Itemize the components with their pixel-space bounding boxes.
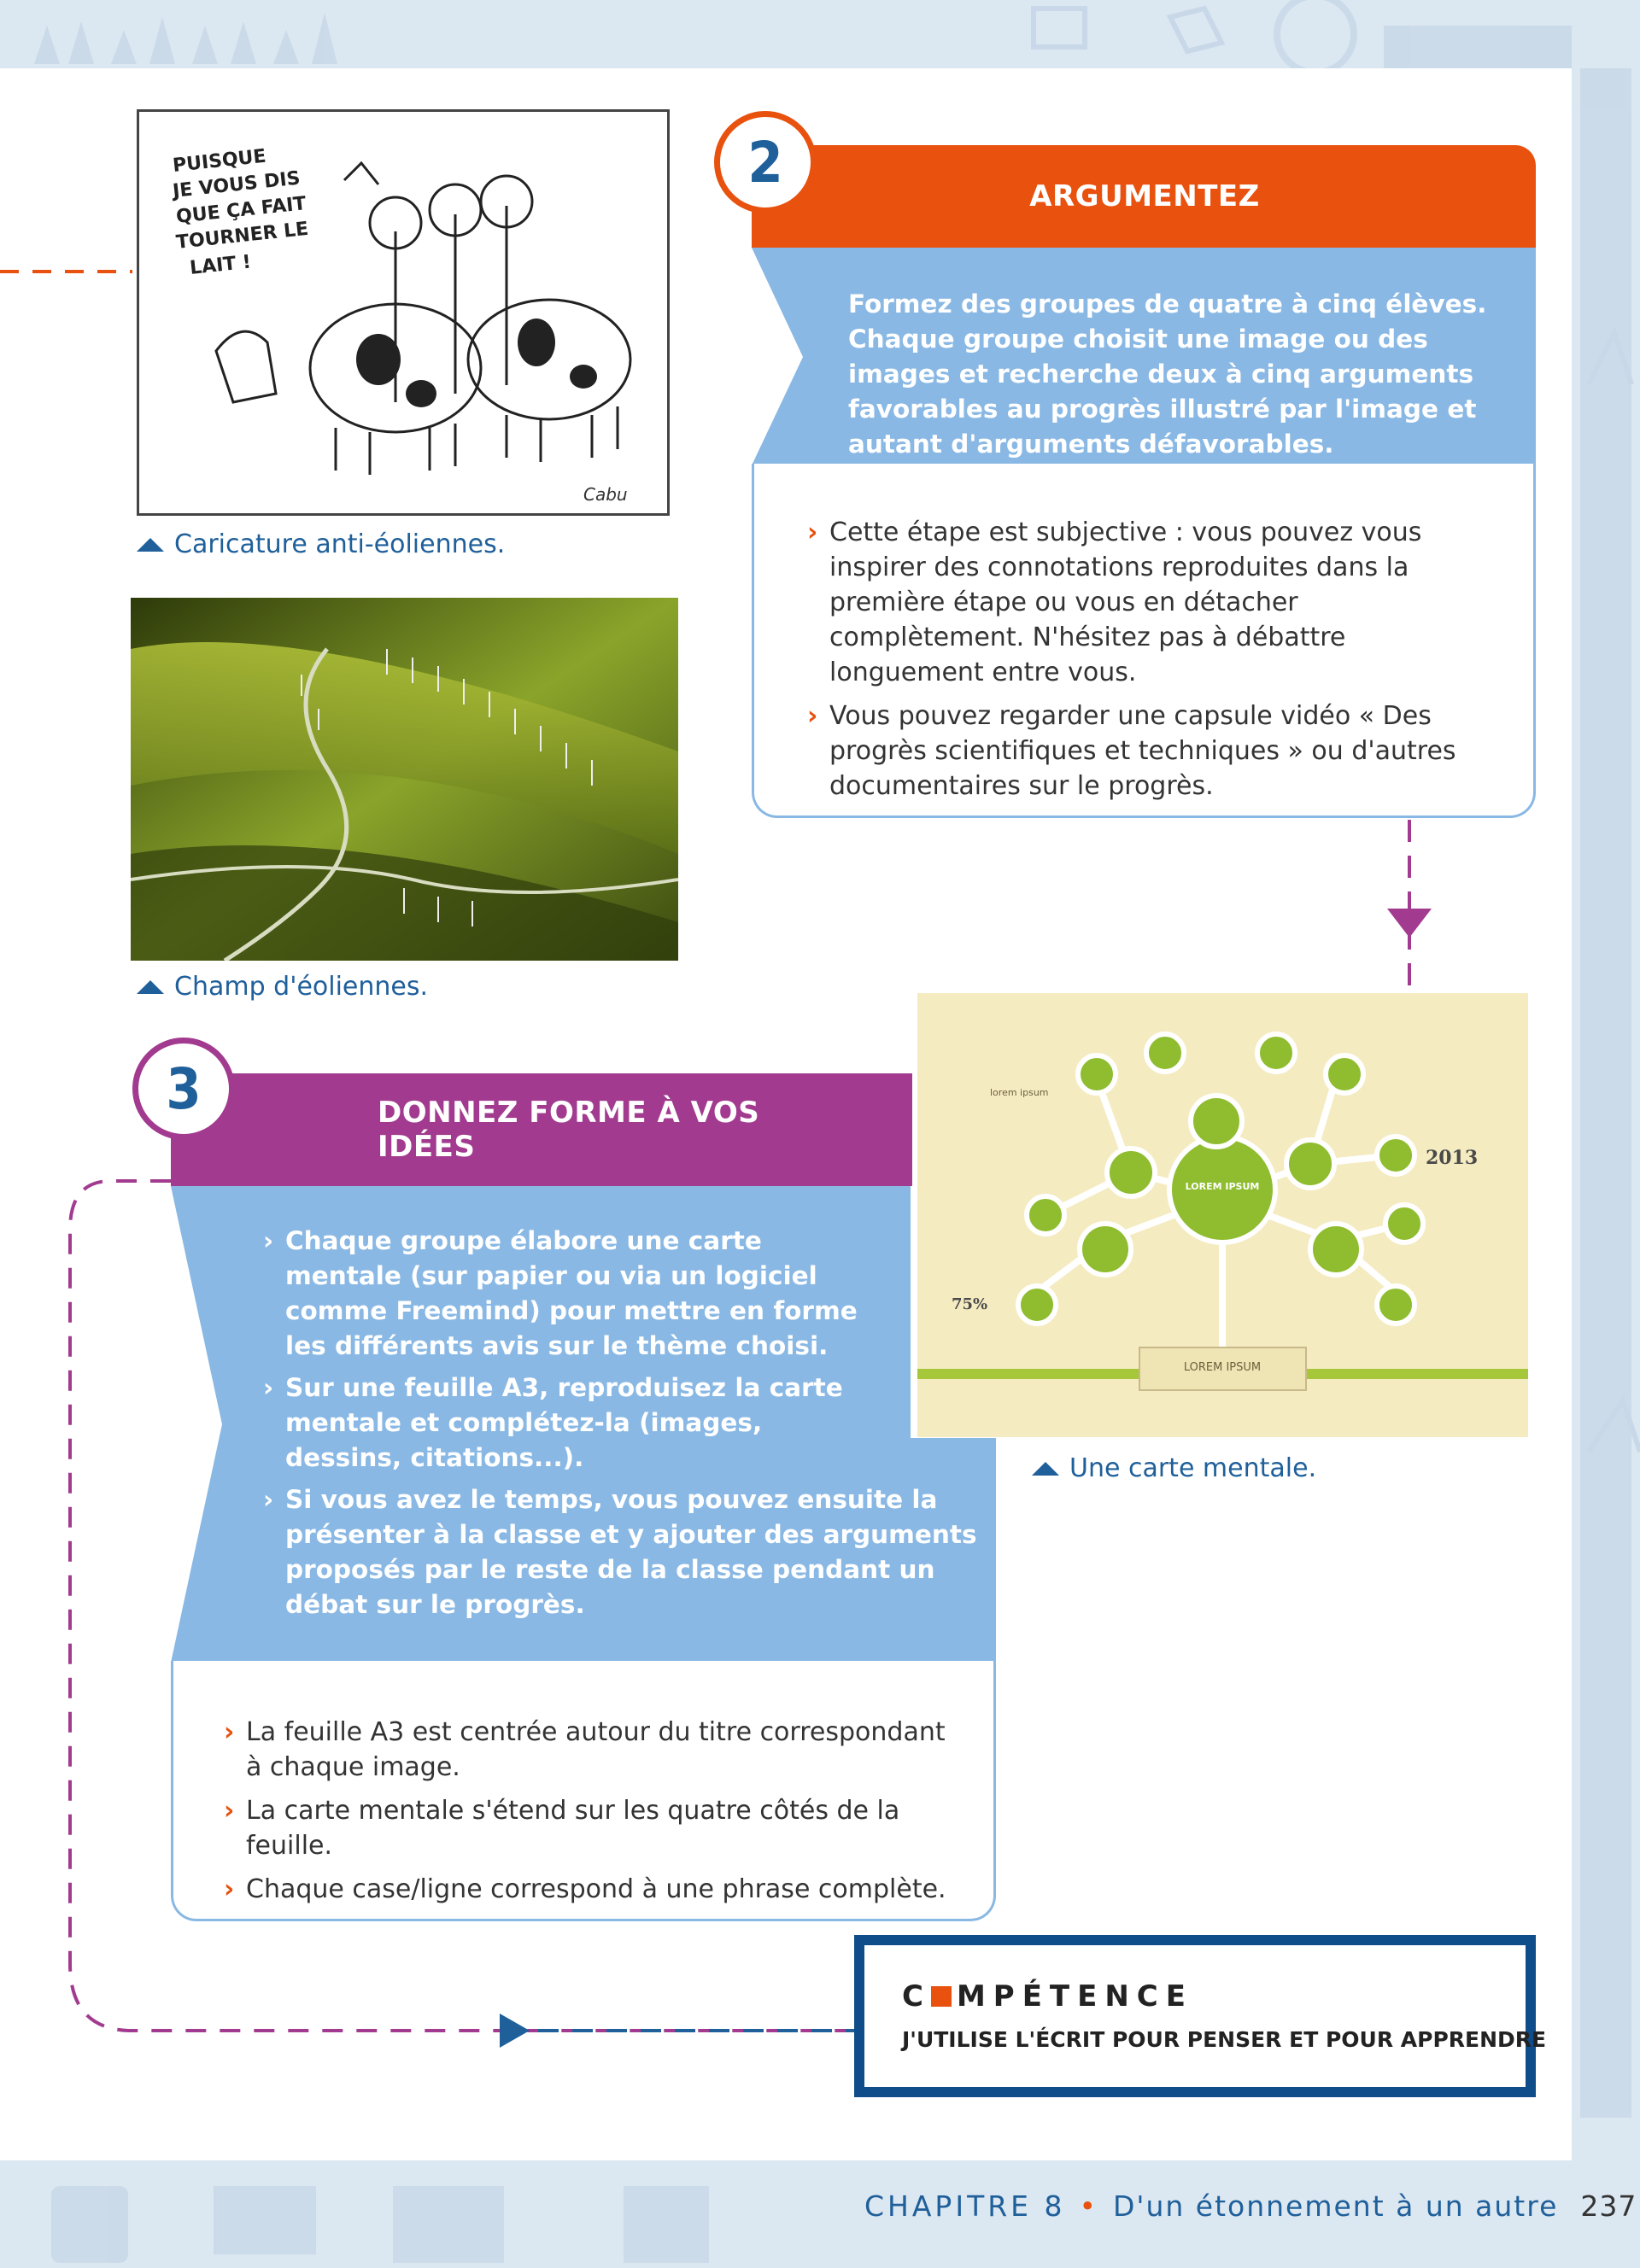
step3-tips	[224, 1715, 958, 1915]
step3-instruction-item: › Si vous avez le temps, vous pouvez ensuite la présenter à la classe et y ajouter des arguments proposés par le reste de la classe pendant un débat sur le progrès.	[263, 1482, 977, 1622]
svg-text:LAIT !: LAIT !	[189, 251, 253, 279]
svg-text:JE VOUS DIS: JE VOUS DIS	[172, 167, 302, 202]
svg-text:Cabu: Cabu	[583, 484, 628, 505]
page-number: 237	[1580, 2189, 1637, 2223]
footer-chapter: CHAPITRE 8	[864, 2189, 1066, 2223]
chevron-right-icon: ›	[263, 1373, 274, 1402]
step3-instruction-item: › Chaque groupe élabore une carte mentale (sur papier ou via un logiciel comme Freemind) pour mettre en forme les différents avis sur le thème choisi.	[263, 1224, 875, 1364]
svg-text:QUE ÇA FAIT: QUE ÇA FAIT	[175, 193, 308, 228]
footer-separator: •	[1079, 2189, 1099, 2223]
competence-title: C MPÉTENCE	[902, 1979, 1193, 2014]
step2-title: ARGUMENTEZ	[1029, 179, 1260, 213]
step3-number-badge: 3	[132, 1038, 235, 1140]
svg-text:TOURNER LE: TOURNER LE	[175, 218, 310, 254]
step3-instruction-item: › Sur une feuille A3, reproduisez la carte mentale et complétez-la (images, dessins, citations...).	[263, 1371, 875, 1476]
wind-field-photo	[131, 598, 678, 961]
step2-tip-item: › Vous pouvez regarder une capsule vidéo « Des progrès scientifiques et techniques » ou d'autres documentaires sur le progrès.	[807, 699, 1491, 804]
step2-instruction: Formez des groupes de quatre à cinq élèves. Chaque groupe choisit une image ou des images et recherche deux à cinq arguments favorables au progrès illustré par l'image et autant d'arguments défavorables.	[848, 289, 1487, 459]
footer	[864, 2189, 1637, 2223]
mindmap-label-small: lorem ipsum	[990, 1087, 1049, 1098]
cartoon-caption: Caricature anti-éoliennes.	[137, 529, 505, 559]
chevron-right-icon: ›	[807, 517, 818, 547]
triangle-up-icon	[137, 538, 164, 552]
svg-text:PUISQUE: PUISQUE	[172, 145, 267, 177]
mindmap-image	[917, 993, 1528, 1437]
competence-box	[854, 1935, 1536, 2097]
chevron-right-icon: ›	[263, 1226, 274, 1255]
footer-subtitle: D'un étonnement à un autre	[1112, 2189, 1559, 2223]
step3-tip-item: › La feuille A3 est centrée autour du titre correspondant à chaque image.	[224, 1715, 958, 1785]
chevron-right-icon: ›	[224, 1717, 235, 1747]
field-caption: Champ d'éoliennes.	[137, 972, 428, 1002]
mindmap-caption: Une carte mentale.	[1032, 1453, 1316, 1483]
mindmap-label-bottom: LOREM IPSUM	[1183, 1361, 1262, 1374]
competence-text: J'UTILISE L'ÉCRIT POUR PENSER ET POUR APPRENDRE	[902, 2027, 1547, 2052]
step2-tips	[807, 515, 1491, 812]
step3-tip-item: › Chaque case/ligne correspond à une phrase complète.	[224, 1872, 958, 1907]
cartoon-image	[137, 109, 670, 516]
mindmap-label-pct: 75%	[952, 1295, 988, 1313]
orange-square-icon	[931, 1986, 952, 2007]
chevron-right-icon: ›	[807, 701, 818, 731]
chevron-right-icon: ›	[224, 1796, 235, 1826]
chevron-right-icon: ›	[224, 1874, 235, 1904]
mindmap-label-year: 2013	[1426, 1147, 1479, 1169]
step2-tip-item: › Cette étape est subjective : vous pouvez vous inspirer des connotations reproduites dans la première étape ou vous en détacher complètement. N'hésitez pas à débattre longuement entre vous.	[807, 515, 1491, 690]
mindmap-label-center: LOREM IPSUM	[1185, 1181, 1260, 1192]
triangle-up-icon	[1032, 1462, 1059, 1476]
step3-title: DONNEZ FORME À VOS IDÉES	[378, 1096, 760, 1164]
triangle-up-icon	[137, 980, 164, 994]
step2-number-badge: 2	[714, 111, 817, 213]
chevron-right-icon: ›	[263, 1485, 274, 1514]
step3-tip-item: › La carte mentale s'étend sur les quatre côtés de la feuille.	[224, 1793, 958, 1863]
